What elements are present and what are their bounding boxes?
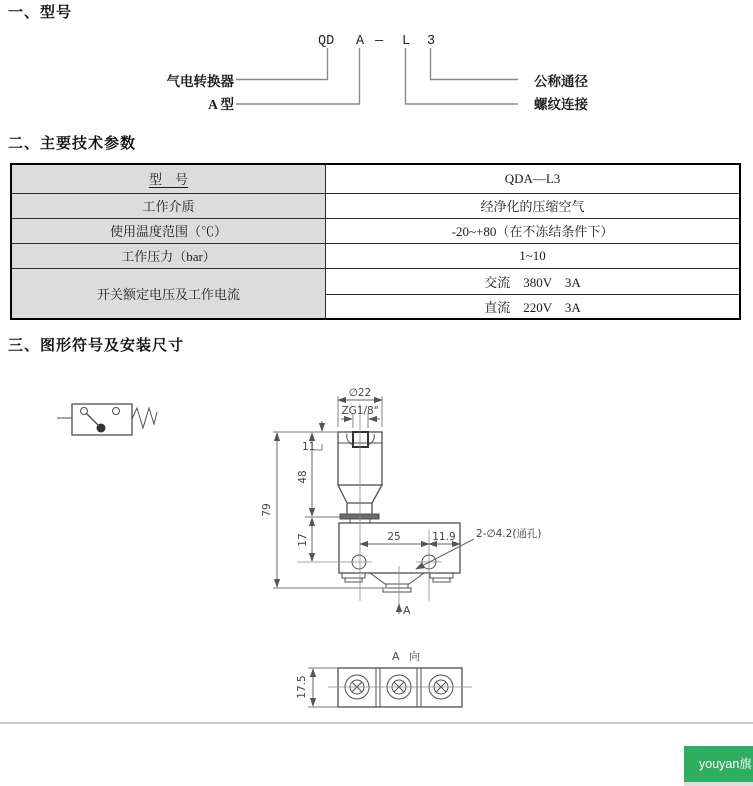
spec-value-model: QDA—L3 [326, 164, 741, 193]
spec-label-pressure: 工作压力（bar） [11, 243, 326, 268]
dim-port-depth: 11 [302, 441, 316, 453]
dim-total-height: 79 [261, 503, 273, 517]
spec-value-medium: 经净化的压缩空气 [326, 193, 741, 218]
centerlines [297, 404, 442, 614]
badge-under-strip [684, 782, 753, 786]
model-code-part-dash: — [375, 34, 384, 49]
footer-divider [0, 722, 753, 724]
section1-heading: 一、型号 [8, 4, 73, 21]
model-code-part-l: L [402, 34, 411, 49]
table-row [11, 193, 740, 218]
section3-heading: 三、图形符号及安装尺寸 [8, 337, 185, 354]
spec-value-pressure: 1~10 [326, 243, 741, 268]
dim-mount-holes: 2-∅4.2(通孔) [476, 528, 542, 540]
dim-upper-height: 48 [297, 470, 309, 484]
section-arrow-label: A [403, 604, 411, 617]
spec-label-medium: 工作介质 [11, 193, 326, 218]
dim-hole-to-edge: 11.9 [432, 531, 456, 543]
table-row [11, 164, 740, 193]
model-code-part-qd: QD [318, 34, 335, 49]
table-row [11, 243, 740, 268]
spec-label-temperature: 使用温度范围（℃） [11, 218, 326, 243]
installation-drawing [40, 378, 560, 723]
spec-value-temperature: -20~+80（在不冻结条件下） [326, 218, 741, 243]
spec-label-model: 型 号 [11, 164, 326, 193]
label-thread-connection: 螺纹连接 [534, 97, 588, 112]
brand-badge[interactable]: youyan旗 [684, 746, 753, 782]
spec-value-dc: 直流 220V 3A [326, 294, 741, 319]
label-type-a: A 型 [208, 97, 234, 112]
dim-hole-spacing: 25 [387, 531, 401, 543]
dim-flange-to-hole: 17 [297, 533, 309, 547]
bottom-view-label: A 向 [392, 650, 424, 663]
spec-table [10, 163, 741, 320]
model-code-diagram [50, 28, 610, 116]
section2-heading: 二、主要技术参数 [8, 135, 137, 152]
dimension-lines [273, 396, 474, 614]
bottom-view [308, 668, 472, 707]
table-row [11, 268, 740, 294]
label-converter: 气电转换器 [166, 74, 234, 89]
model-code-connector-lines [236, 48, 518, 104]
dim-thread: ZG1/8" [341, 405, 379, 417]
dim-top-diameter: ∅22 [348, 387, 372, 399]
label-nominal-diameter: 公称通径 [534, 74, 588, 89]
model-code-part-3: 3 [427, 34, 436, 49]
switch-symbol [57, 404, 157, 435]
spec-value-ac: 交流 380V 3A [326, 268, 741, 294]
model-code-part-a: A [356, 34, 365, 49]
dim-bottom-view-height: 17.5 [296, 675, 308, 699]
table-row [11, 218, 740, 243]
spec-label-switch-rating: 开关额定电压及工作电流 [11, 268, 326, 319]
